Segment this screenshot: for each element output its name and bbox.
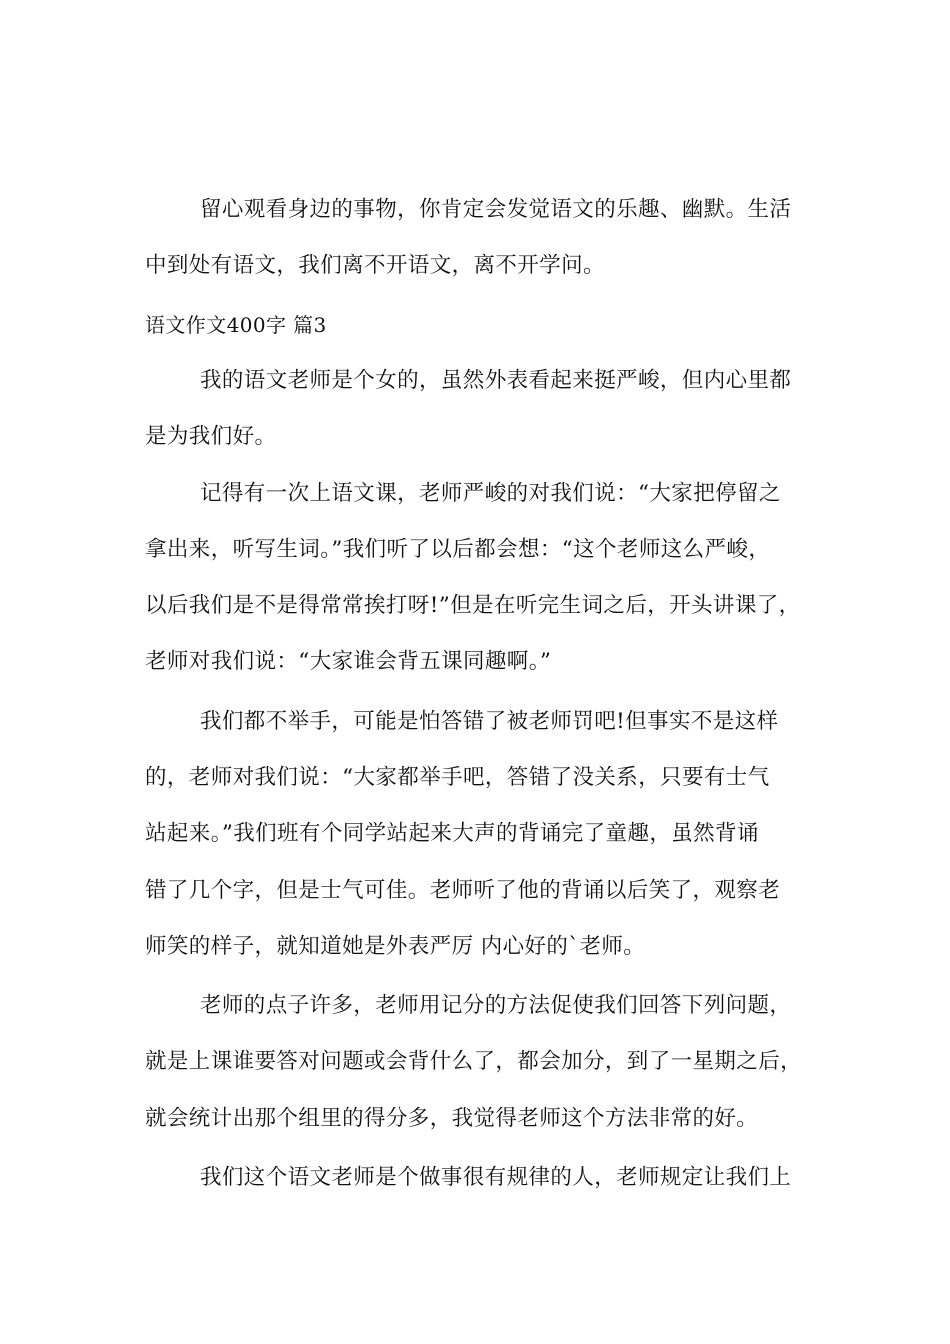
paragraph-line: 就会统计出那个组里的得分多，我觉得老师这个方法非常的好。	[145, 1106, 759, 1131]
paragraph-line: 老师对我们说：“大家谁会背五课同趣啊。”	[145, 649, 552, 674]
paragraph-line: 就是上课谁要答对问题或会背什么了，都会加分，到了一星期之后，	[145, 1049, 803, 1074]
paragraph-line: 师笑的样子，就知道她是外表严厉 内心好的`老师。	[145, 934, 646, 959]
paragraph-line: 我的语文老师是个女的，虽然外表看起来挺严峻，但内心里都	[200, 368, 792, 393]
paragraph-line: 我们都不举手，可能是怕答错了被老师罚吧!但事实不是这样	[200, 709, 779, 734]
paragraph-line: 记得有一次上语文课，老师严峻的对我们说：“大家把停留之	[200, 481, 781, 506]
section-heading: 语文作文400字 篇3	[145, 313, 327, 337]
paragraph-line: 拿出来，听写生词。”我们听了以后都会想：“这个老师这么严峻，	[145, 537, 771, 562]
paragraph-line: 我们这个语文老师是个做事很有规律的人，老师规定让我们上	[200, 1165, 792, 1190]
paragraph-line: 留心观看身边的事物，你肯定会发觉语文的乐趣、幽默。生活	[200, 197, 792, 222]
paragraph-line: 的，老师对我们说：“大家都举手吧，答错了没关系，只要有士气	[145, 765, 770, 790]
paragraph-line: 以后我们是不是得常常挨打呀!”但是在听完生词之后，开头讲课了，	[145, 593, 801, 618]
paragraph-line: 中到处有语文，我们离不开语文，离不开学问。	[145, 253, 605, 278]
paragraph-line: 老师的点子许多，老师用记分的方法促使我们回答下列问题，	[200, 993, 792, 1018]
paragraph-line: 站起来。”我们班有个同学站起来大声的背诵完了童趣，虽然背诵	[145, 821, 759, 846]
paragraph-line: 是为我们好。	[145, 424, 277, 449]
paragraph-line: 错了几个字，但是士气可佳。老师听了他的背诵以后笑了，观察老	[145, 878, 781, 903]
